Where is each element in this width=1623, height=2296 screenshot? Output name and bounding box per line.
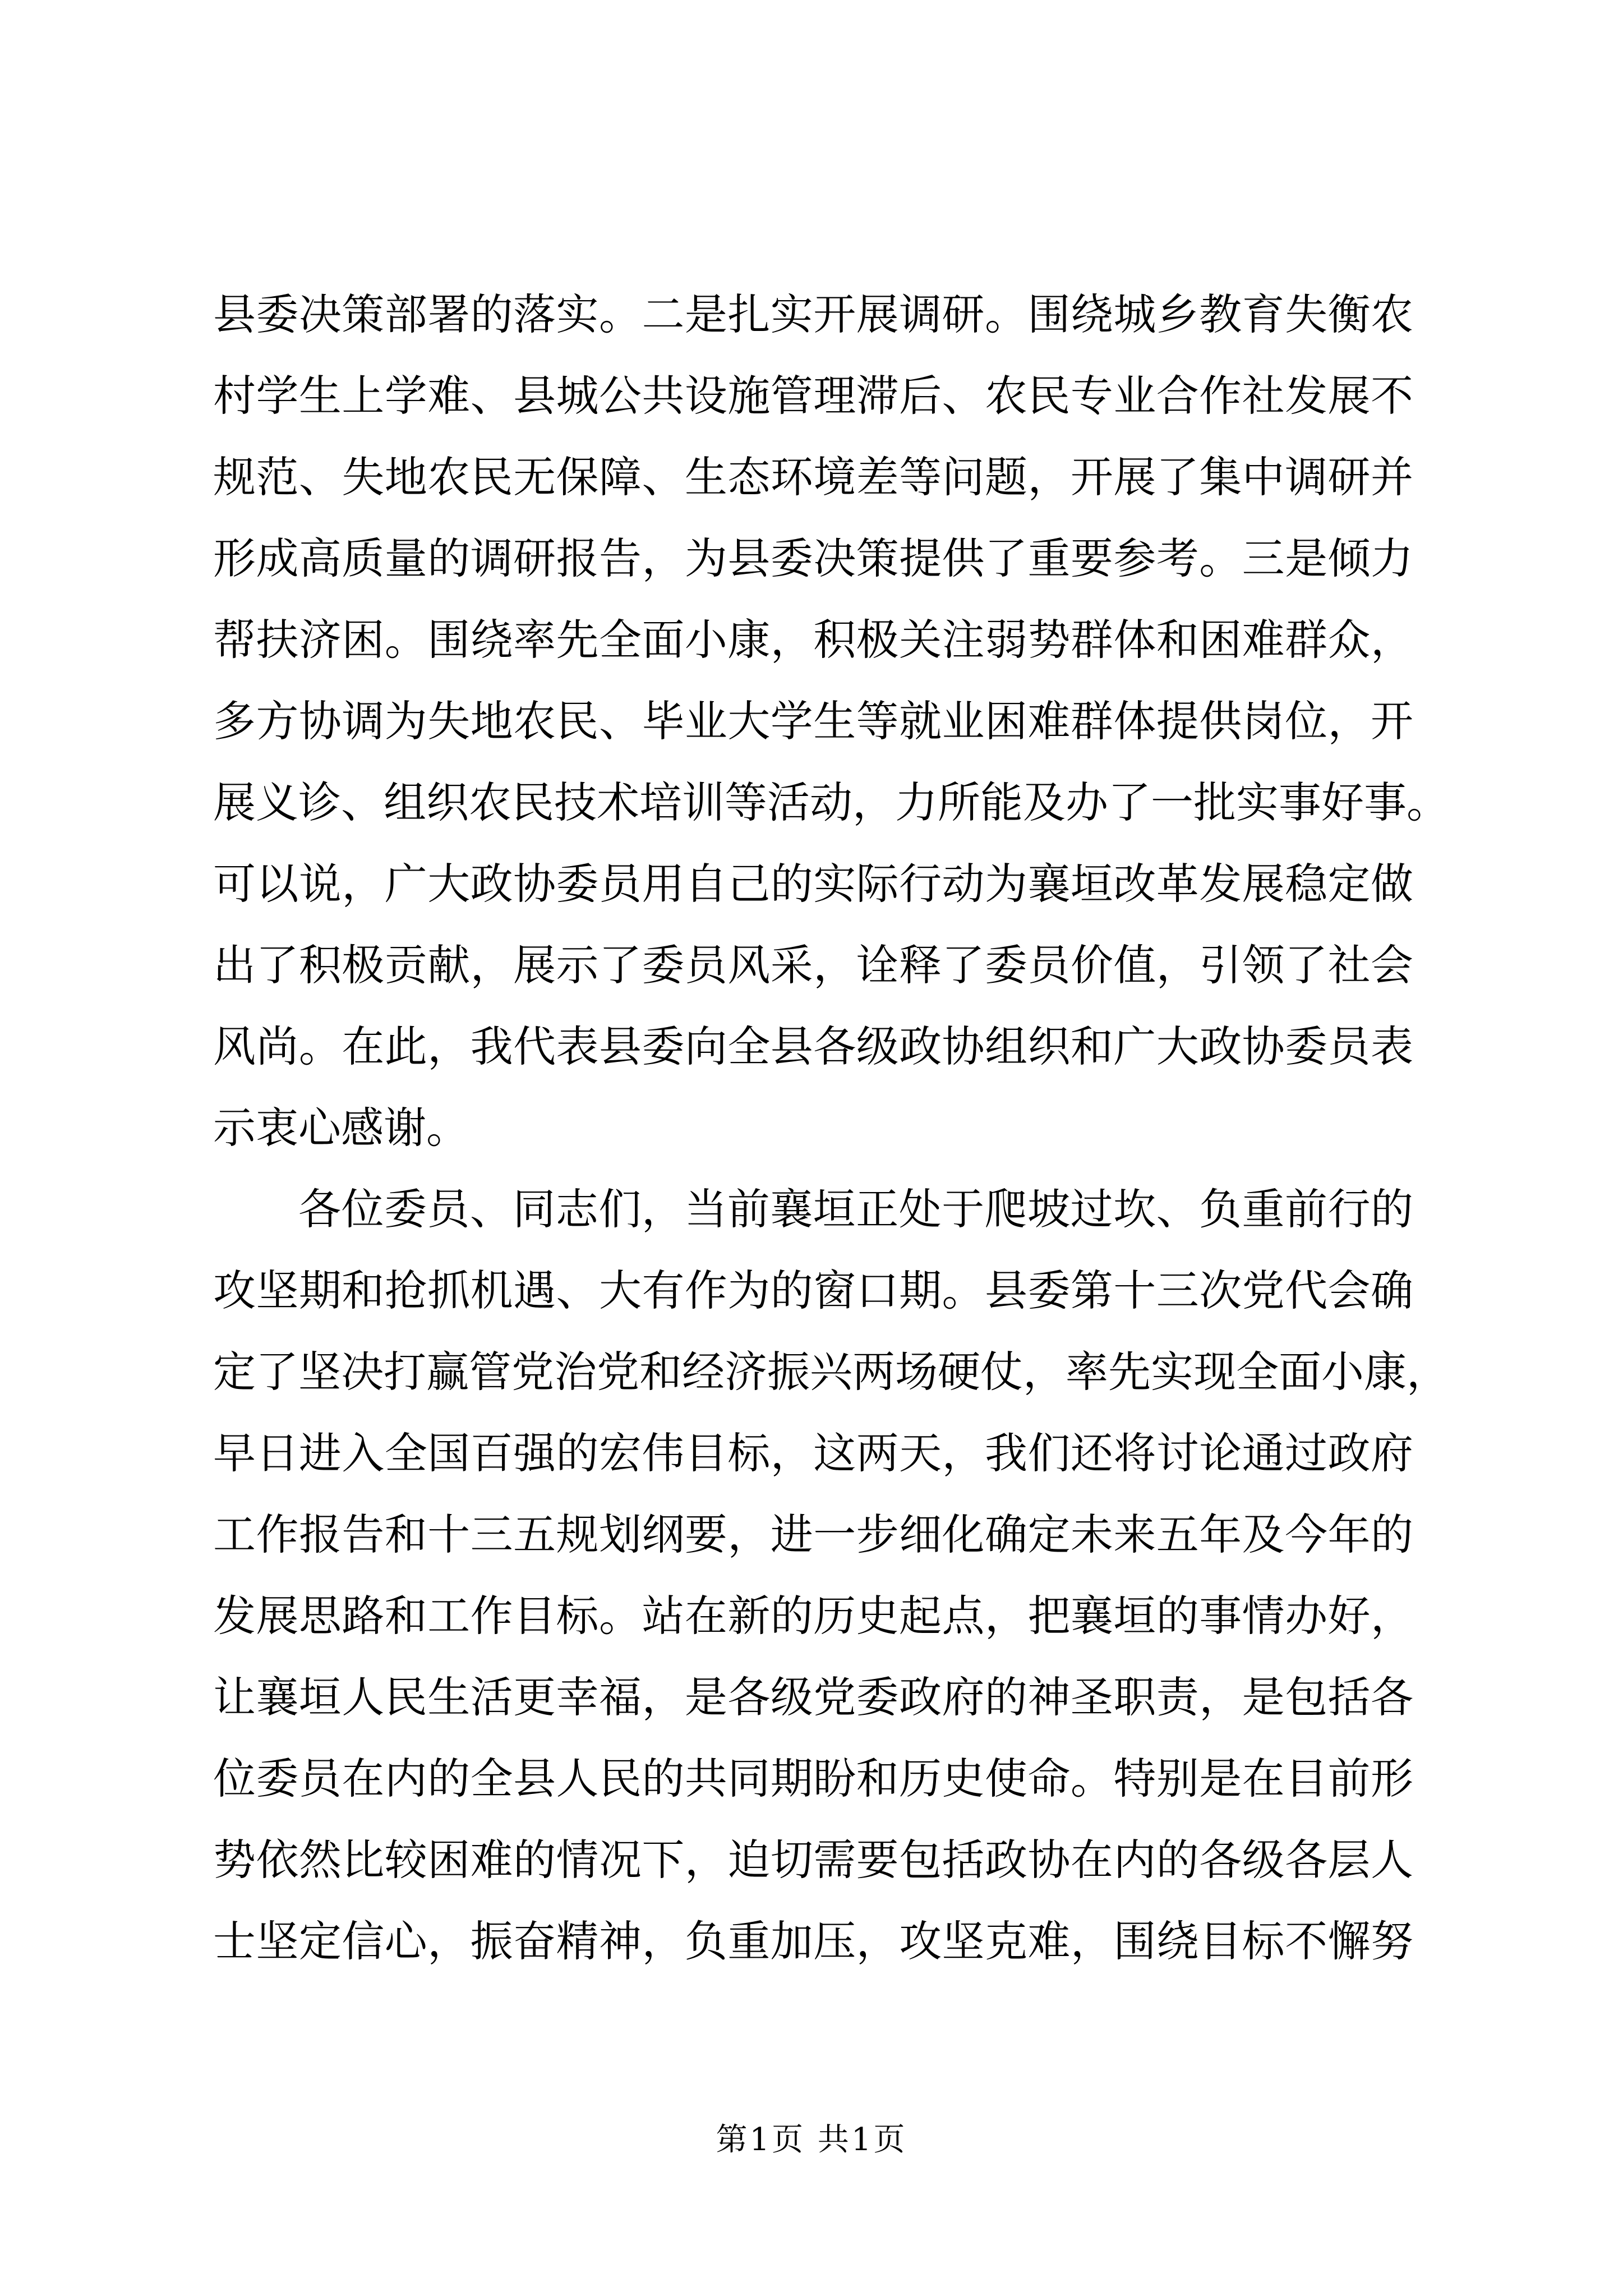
text-line: 势依然比较困难的情况下，迫切需要包括政协在内的各级各层人 (213, 1835, 1413, 1885)
text-line: 村学生上学难、县城公共设施管理滞后、农民专业合作社发展不 (213, 371, 1413, 421)
text-line: 定了坚决打赢管党治党和经济振兴两场硬仗，率先实现全面小康， (213, 1347, 1449, 1397)
text-line: 展义诊、组织农民技术培训等活动，力所能及办了一批实事好事。 (213, 777, 1449, 827)
text-line: 出了积极贡献，展示了委员风采，诠释了委员价值，引领了社会 (213, 940, 1413, 990)
text-line: 可以说，广大政协委员用自己的实际行动为襄垣改革发展稳定做 (213, 859, 1413, 909)
text-line: 士坚定信心，振奋精神，负重加压，攻坚克难，围绕目标不懈努 (213, 1916, 1413, 1966)
page-number-label: 第1页 共1页 (716, 2122, 907, 2158)
text-line: 攻坚期和抢抓机遇、大有作为的窗口期。县委第十三次党代会确 (213, 1266, 1413, 1315)
text-line: 发展思路和工作目标。站在新的历史起点，把襄垣的事情办好， (213, 1591, 1413, 1641)
page-footer (0, 2120, 1623, 2160)
text-line: 各位委员、同志们，当前襄垣正处于爬坡过坎、负重前行的 (298, 1184, 1413, 1234)
text-line: 县委决策部署的落实。二是扎实开展调研。围绕城乡教育失衡农 (213, 289, 1413, 339)
text-line: 位委员在内的全县人民的共同期盼和历史使命。特别是在目前形 (213, 1754, 1413, 1803)
text-line: 早日进入全国百强的宏伟目标，这两天，我们还将讨论通过政府 (213, 1428, 1413, 1478)
text-line: 让襄垣人民生活更幸福，是各级党委政府的神圣职责，是包括各 (213, 1672, 1413, 1722)
text-line: 示衷心感谢。 (213, 1103, 469, 1153)
text-line: 工作报告和十三五规划纲要，进一步细化确定未来五年及今年的 (213, 1510, 1413, 1559)
text-line: 形成高质量的调研报告，为县委决策提供了重要参考。三是倾力 (213, 533, 1413, 583)
text-line: 多方协调为失地农民、毕业大学生等就业困难群体提供岗位，开 (213, 696, 1413, 746)
text-line: 规范、失地农民无保障、生态环境差等问题，开展了集中调研并 (213, 452, 1413, 502)
text-line: 帮扶济困。围绕率先全面小康，积极关注弱势群体和困难群众， (213, 615, 1413, 665)
document-body (213, 274, 1449, 1982)
text-line: 风尚。在此，我代表县委向全县各级政协组织和广大政协委员表 (213, 1022, 1413, 1071)
